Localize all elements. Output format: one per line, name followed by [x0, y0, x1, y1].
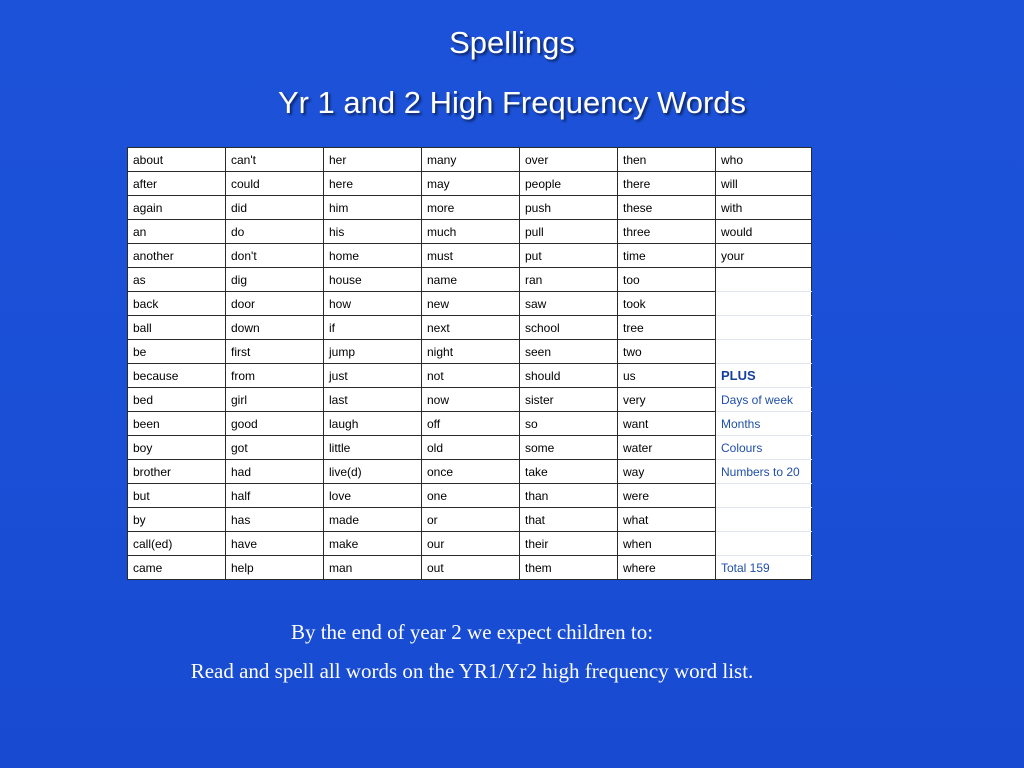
extra-cell [716, 484, 812, 508]
word-cell: one [422, 484, 520, 508]
word-cell: pull [520, 220, 618, 244]
extra-cell: PLUS [716, 364, 812, 388]
table-row [128, 460, 812, 484]
word-cell: girl [226, 388, 324, 412]
word-cell: want [618, 412, 716, 436]
extra-cell: Months [716, 412, 812, 436]
word-cell: did [226, 196, 324, 220]
word-cell: off [422, 412, 520, 436]
word-cell: out [422, 556, 520, 580]
word-cell: if [324, 316, 422, 340]
word-cell: now [422, 388, 520, 412]
word-cell: water [618, 436, 716, 460]
word-cell: time [618, 244, 716, 268]
extra-cell [716, 340, 812, 364]
word-cell: were [618, 484, 716, 508]
word-cell: first [226, 340, 324, 364]
word-cell: much [422, 220, 520, 244]
word-cell: do [226, 220, 324, 244]
word-cell: home [324, 244, 422, 268]
slide-title: Spellings [449, 25, 575, 60]
extra-cell: will [716, 172, 812, 196]
word-cell: here [324, 172, 422, 196]
expectation-note: By the end of year 2 we expect children to: [290, 620, 654, 644]
word-cell: bed [128, 388, 226, 412]
table-row [128, 172, 812, 196]
table-row [128, 340, 812, 364]
table-row [128, 556, 812, 580]
word-cell: seen [520, 340, 618, 364]
word-cell: could [226, 172, 324, 196]
word-cell: more [422, 196, 520, 220]
word-cell: too [618, 268, 716, 292]
word-cell: ran [520, 268, 618, 292]
extra-cell [716, 316, 812, 340]
word-cell: because [128, 364, 226, 388]
word-cell: have [226, 532, 324, 556]
word-cell: boy [128, 436, 226, 460]
word-cell: has [226, 508, 324, 532]
word-cell: two [618, 340, 716, 364]
word-cell: very [618, 388, 716, 412]
extra-cell: Colours [716, 436, 812, 460]
word-cell: than [520, 484, 618, 508]
word-cell: just [324, 364, 422, 388]
table-row [128, 292, 812, 316]
table-row [128, 268, 812, 292]
word-cell: don't [226, 244, 324, 268]
word-cell: about [128, 148, 226, 172]
word-cell: again [128, 196, 226, 220]
word-cell: him [324, 196, 422, 220]
word-cell: last [324, 388, 422, 412]
word-cell: can't [226, 148, 324, 172]
extra-cell: with [716, 196, 812, 220]
table-row [128, 412, 812, 436]
table-row [128, 484, 812, 508]
word-cell: many [422, 148, 520, 172]
word-cell: three [618, 220, 716, 244]
word-cell: brother [128, 460, 226, 484]
word-cell: another [128, 244, 226, 268]
word-cell: came [128, 556, 226, 580]
word-cell: should [520, 364, 618, 388]
word-cell: old [422, 436, 520, 460]
word-cell: then [618, 148, 716, 172]
expectation-detail: Read and spell all words on the YR1/Yr2 high frequency word list. [190, 659, 754, 683]
extra-cell [716, 532, 812, 556]
extra-cell: Numbers to 20 [716, 460, 812, 484]
word-cell: not [422, 364, 520, 388]
word-cell: half [226, 484, 324, 508]
word-cell: made [324, 508, 422, 532]
word-cell: new [422, 292, 520, 316]
word-cell: once [422, 460, 520, 484]
table-row [128, 364, 812, 388]
table-row [128, 532, 812, 556]
table-row [128, 196, 812, 220]
word-cell: sister [520, 388, 618, 412]
word-cell: help [226, 556, 324, 580]
extra-cell [716, 508, 812, 532]
word-cell: night [422, 340, 520, 364]
table-row [128, 220, 812, 244]
word-cell: next [422, 316, 520, 340]
extra-cell: who [716, 148, 812, 172]
word-cell: may [422, 172, 520, 196]
word-cell: make [324, 532, 422, 556]
word-cell: door [226, 292, 324, 316]
word-cell: house [324, 268, 422, 292]
word-cell: been [128, 412, 226, 436]
word-cell: as [128, 268, 226, 292]
word-cell: our [422, 532, 520, 556]
table-row [128, 316, 812, 340]
word-cell: put [520, 244, 618, 268]
word-cell: so [520, 412, 618, 436]
word-cell: push [520, 196, 618, 220]
word-cell: what [618, 508, 716, 532]
table-row [128, 436, 812, 460]
word-cell: name [422, 268, 520, 292]
table-row [128, 388, 812, 412]
word-cell: when [618, 532, 716, 556]
slide-subtitle: Yr 1 and 2 High Frequency Words [277, 85, 747, 120]
extra-cell [716, 268, 812, 292]
word-cell: had [226, 460, 324, 484]
word-cell: them [520, 556, 618, 580]
word-cell: over [520, 148, 618, 172]
word-cell: tree [618, 316, 716, 340]
word-cell: back [128, 292, 226, 316]
word-cell: saw [520, 292, 618, 316]
word-cell: that [520, 508, 618, 532]
word-cell: an [128, 220, 226, 244]
word-cell: man [324, 556, 422, 580]
extra-cell: your [716, 244, 812, 268]
word-cell: got [226, 436, 324, 460]
word-cell: but [128, 484, 226, 508]
extra-cell [716, 292, 812, 316]
word-cell: school [520, 316, 618, 340]
word-cell: down [226, 316, 324, 340]
table-row [128, 244, 812, 268]
word-cell: take [520, 460, 618, 484]
word-cell: jump [324, 340, 422, 364]
word-cell: good [226, 412, 324, 436]
word-cell: their [520, 532, 618, 556]
extra-cell: Days of week [716, 388, 812, 412]
word-cell: how [324, 292, 422, 316]
word-cell: us [618, 364, 716, 388]
word-cell: his [324, 220, 422, 244]
word-cell: after [128, 172, 226, 196]
word-cell: laugh [324, 412, 422, 436]
word-cell: must [422, 244, 520, 268]
word-cell: call(ed) [128, 532, 226, 556]
word-cell: her [324, 148, 422, 172]
word-cell: be [128, 340, 226, 364]
table-row [128, 508, 812, 532]
word-cell: way [618, 460, 716, 484]
word-cell: these [618, 196, 716, 220]
word-cell: people [520, 172, 618, 196]
word-cell: took [618, 292, 716, 316]
word-cell: little [324, 436, 422, 460]
word-table [127, 147, 812, 580]
word-cell: dig [226, 268, 324, 292]
word-cell: live(d) [324, 460, 422, 484]
extra-cell: Total 159 [716, 556, 812, 580]
word-cell: where [618, 556, 716, 580]
word-cell: some [520, 436, 618, 460]
word-cell: there [618, 172, 716, 196]
extra-cell: would [716, 220, 812, 244]
word-cell: ball [128, 316, 226, 340]
word-cell: love [324, 484, 422, 508]
word-cell: or [422, 508, 520, 532]
table-row [128, 148, 812, 172]
word-cell: from [226, 364, 324, 388]
word-cell: by [128, 508, 226, 532]
